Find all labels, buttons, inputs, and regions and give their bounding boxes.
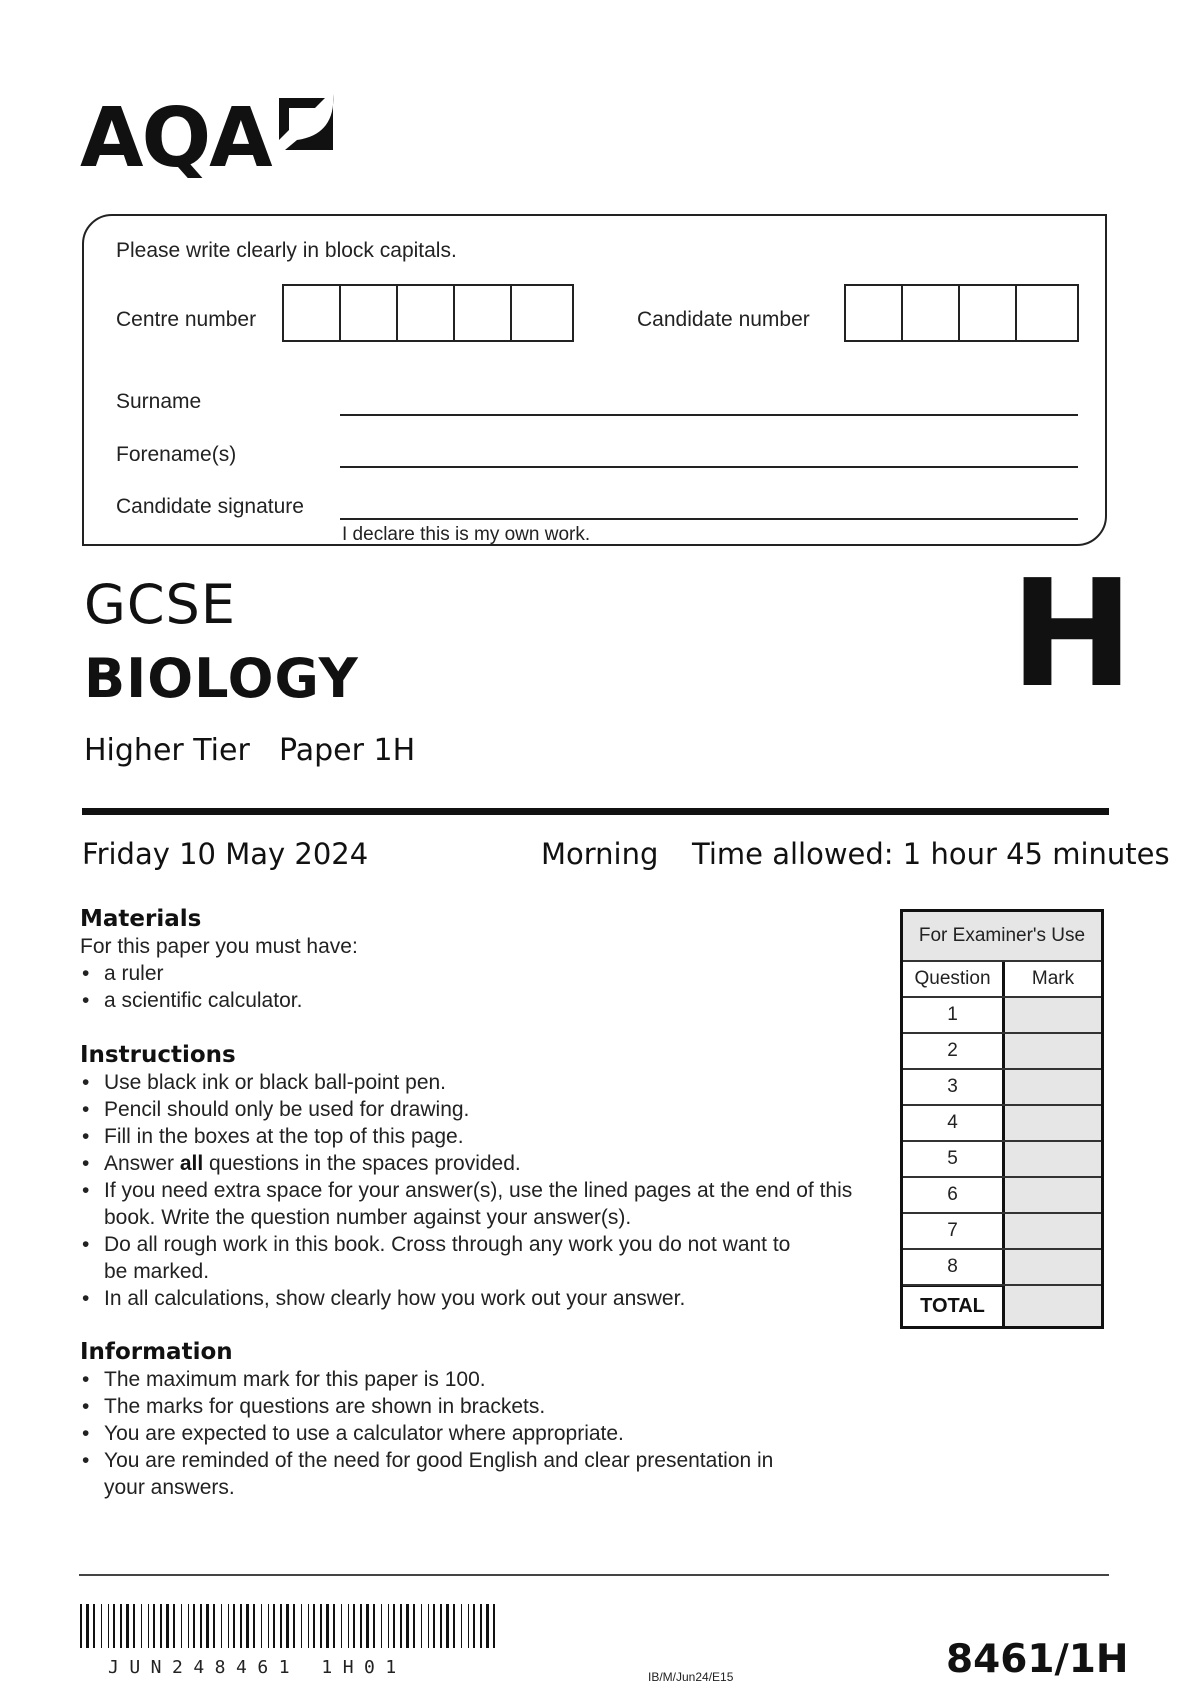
mark-cell [1005,1214,1101,1248]
barcode-bar [421,1604,422,1648]
barcode-bar [253,1604,255,1648]
information-section [80,1338,810,1501]
barcode-bar [348,1604,349,1648]
barcode-bar [188,1604,189,1648]
barcode-icon [80,1604,496,1648]
barcode-bar [206,1604,209,1648]
document-reference: IB/M/Jun24/E15 [648,1670,734,1684]
barcode-bar [246,1604,249,1648]
barcode-bar [333,1604,335,1648]
candidate-digit-box[interactable] [846,286,903,340]
materials-list [80,960,890,1014]
barcode-bar [181,1604,182,1648]
centre-number-label: Centre number [116,308,257,331]
examiner-use-table [900,909,1104,1329]
candidate-number-label: Candidate number [637,308,810,331]
centre-digit-box[interactable] [284,286,341,340]
instruction-text-pre: Answer [104,1152,180,1175]
barcode-bar [301,1604,302,1648]
barcode-bar [353,1604,355,1648]
barcode-bar [308,1604,309,1648]
total-row [903,1286,1101,1326]
mark-column-header: Mark [1005,962,1101,996]
barcode-bar [453,1604,455,1648]
barcode-bar [120,1604,122,1648]
list-item: • Fill in the boxes at the top of this page. [80,1123,870,1150]
total-label: TOTAL [903,1286,1005,1326]
barcode-bar [320,1604,322,1648]
aqa-logo [80,90,350,190]
information-list [80,1366,810,1501]
barcode-bar [433,1604,435,1648]
information-heading: Information [80,1339,233,1365]
mark-cell [1005,1070,1101,1104]
candidate-number-boxes[interactable] [844,284,1079,342]
barcode-bar [233,1604,235,1648]
question-column-header: Question [903,962,1005,996]
question-number: 7 [903,1214,1005,1248]
exam-session: Morning [541,837,659,871]
barcode-bar [133,1604,135,1648]
barcode-bar [360,1604,362,1648]
barcode-bar [108,1604,109,1648]
barcode-bar [148,1604,149,1648]
barcode-bar [160,1604,162,1648]
list-item: • The maximum mark for this paper is 100. [80,1366,810,1393]
barcode-bar [366,1604,369,1648]
centre-number-boxes[interactable] [282,284,574,342]
emphasis-all: all [179,1152,204,1175]
surname-line[interactable] [340,414,1078,416]
block-capitals-instruction: Please write clearly in block capitals. [116,239,457,262]
barcode-bar [126,1604,129,1648]
barcode-bar [101,1604,102,1648]
footer-divider [79,1574,1109,1576]
barcode-bar [193,1604,195,1648]
barcode-bar [173,1604,175,1648]
centre-digit-box[interactable] [341,286,398,340]
examiner-table-heading: For Examiner's Use [903,912,1101,962]
candidate-digit-box[interactable] [960,286,1017,340]
candidate-digit-box[interactable] [903,286,960,340]
mark-cell [1005,1178,1101,1212]
list-item: • Use black ink or black ball-point pen. [80,1069,870,1096]
barcode-bar [273,1604,275,1648]
centre-digit-box[interactable] [512,286,569,340]
barcode-bar [200,1604,202,1648]
question-number: 2 [903,1034,1005,1068]
centre-digit-box[interactable] [398,286,455,340]
list-item: • Pencil should only be used for drawing. [80,1096,870,1123]
time-allowed: Time allowed: 1 hour 45 minutes [692,837,1170,871]
qualification-title: GCSE [84,573,236,636]
tier-label: Higher Tier [84,733,250,768]
barcode-bar [480,1604,482,1648]
barcode-bar [86,1604,89,1648]
barcode-bar [473,1604,475,1648]
barcode-bar [240,1604,242,1648]
paper-label: Paper 1H [279,733,416,768]
table-row [903,1070,1101,1106]
barcode-bar [80,1604,82,1648]
materials-heading: Materials [80,906,202,932]
barcode-bar [280,1604,282,1648]
leaf-mark-icon [275,92,339,152]
barcode-bar [468,1604,469,1648]
title-divider [82,808,1109,815]
list-item: • You are expected to use a calculator where appropriate. [80,1420,810,1447]
barcode-bar [93,1604,95,1648]
table-row [903,1142,1101,1178]
mark-cell [1005,1106,1101,1140]
question-number: 4 [903,1106,1005,1140]
candidate-digit-box[interactable] [1017,286,1074,340]
barcode-bar [228,1604,229,1648]
barcode-bar [341,1604,342,1648]
barcode-bar [428,1604,429,1648]
barcode-bar [440,1604,442,1648]
barcode-bar [486,1604,489,1648]
barcode-bar [393,1604,395,1648]
list-item: • In all calculations, show clearly how you work out your answer. [80,1285,870,1312]
mark-cell [1005,1142,1101,1176]
instructions-section [80,1041,870,1312]
logo-text: AQA [80,91,271,186]
mark-cell [1005,1034,1101,1068]
barcode-bar [286,1604,289,1648]
paper-code: 8461/1H [946,1637,1129,1682]
barcode-bar [388,1604,389,1648]
list-item: • The marks for questions are shown in brackets. [80,1393,810,1420]
table-row [903,1250,1101,1286]
list-item: • Do all rough work in this book. Cross through any work you do not want to be marked. [80,1231,804,1285]
barcode-bar [400,1604,402,1648]
instruction-text-post: questions in the spaces provided. [203,1152,521,1175]
barcode-bar [326,1604,329,1648]
instructions-list [80,1069,870,1312]
barcode-bar [461,1604,462,1648]
question-number: 5 [903,1142,1005,1176]
subject-title: BIOLOGY [84,647,359,710]
mark-cell [1005,1250,1101,1284]
total-mark-cell [1005,1286,1101,1326]
table-header-row [903,962,1101,998]
materials-intro: For this paper you must have: [80,935,358,958]
question-number: 8 [903,1250,1005,1284]
forenames-label: Forename(s) [116,443,237,466]
exam-date: Friday 10 May 2024 [82,837,369,871]
surname-label: Surname [116,390,202,413]
barcode-bar [261,1604,262,1648]
barcode-bar [373,1604,375,1648]
barcode-bar [446,1604,449,1648]
barcode-text: JUN248461 1H01 [108,1657,407,1678]
table-row [903,998,1101,1034]
barcode-bar [406,1604,409,1648]
barcode-bar [268,1604,269,1648]
declaration-text: I declare this is my own work. [342,524,591,545]
barcode-bar [166,1604,169,1648]
list-item: • You are reminded of the need for good English and clear presentation in your answers. [80,1447,810,1501]
barcode-bar [213,1604,215,1648]
list-item: • a scientific calculator. [80,987,890,1014]
barcode-bar [381,1604,382,1648]
barcode-bar [153,1604,155,1648]
list-item [80,1150,870,1177]
materials-section [80,905,890,1014]
question-number: 6 [903,1178,1005,1212]
forenames-line[interactable] [340,466,1078,468]
table-row [903,1034,1101,1070]
barcode-bar [293,1604,295,1648]
signature-label: Candidate signature [116,495,304,518]
barcode-bar [221,1604,222,1648]
instructions-heading: Instructions [80,1042,236,1068]
question-number: 1 [903,998,1005,1032]
list-item: • If you need extra space for your answer(s), use the lined pages at the end of this book. Write the question number against your answer(s). [80,1177,870,1231]
table-row [903,1106,1101,1142]
barcode-bar [493,1604,495,1648]
table-row [903,1214,1101,1250]
barcode-bar [113,1604,115,1648]
table-row [903,1178,1101,1214]
signature-line[interactable] [340,518,1078,520]
tier-letter: H [1010,548,1134,720]
barcode-bar [413,1604,415,1648]
question-number: 3 [903,1070,1005,1104]
barcode-bar [141,1604,142,1648]
candidate-details-box [82,214,1107,546]
list-item: • a ruler [80,960,890,987]
mark-cell [1005,998,1101,1032]
centre-digit-box[interactable] [455,286,512,340]
barcode-bar [313,1604,315,1648]
